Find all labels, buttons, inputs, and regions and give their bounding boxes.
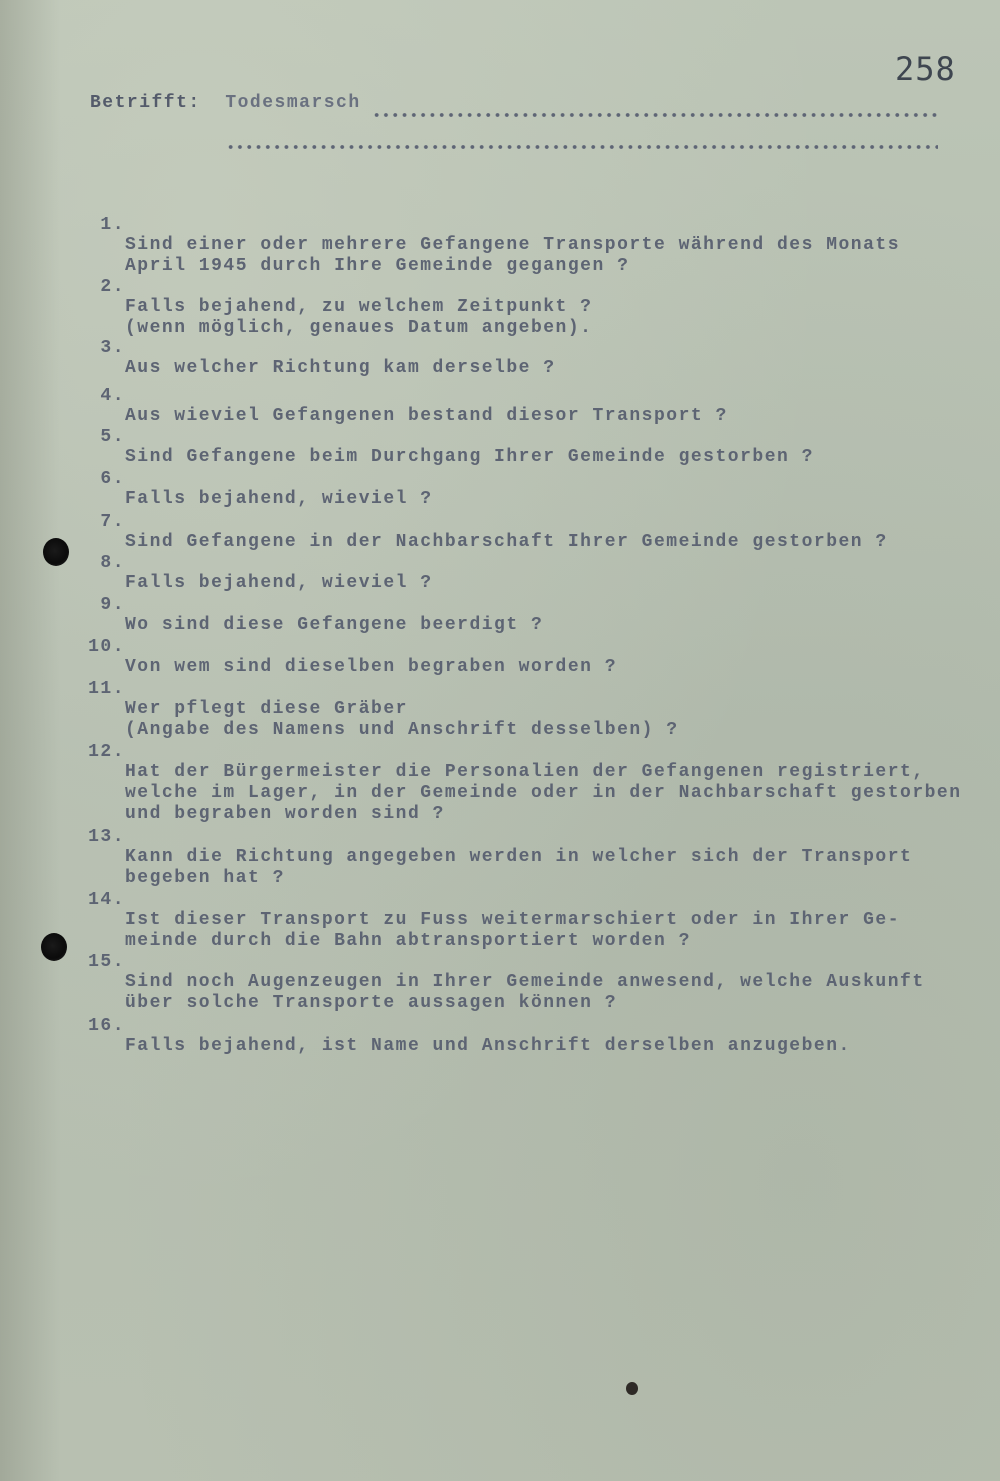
question-text: Ist dieser Transport zu Fuss weitermarschiert oder in Ihrer Ge- meinde durch die Bahn abtransportiert worden ?	[125, 910, 901, 951]
question-text: Sind Gefangene in der Nachbarschaft Ihrer Gemeinde gestorben ?	[125, 532, 888, 552]
question-16	[75, 996, 975, 1076]
question-text: Wer pflegt diese Gräber (Angabe des Namens und Anschrift desselben) ?	[125, 699, 679, 740]
page-number: 258	[895, 50, 956, 88]
subject-value: Todesmarsch	[225, 93, 361, 113]
question-text: Falls bejahend, wieviel ?	[125, 573, 433, 593]
punch-hole-bottom	[41, 933, 67, 961]
question-text: Aus welcher Richtung kam derselbe ?	[125, 358, 556, 378]
question-number: 5.	[100, 427, 125, 447]
question-number: 10.	[88, 637, 125, 657]
question-number: 14.	[88, 890, 125, 910]
subject-dotted-line-2	[226, 144, 938, 150]
question-number: 8.	[100, 553, 125, 573]
subject-line	[90, 93, 361, 113]
question-number: 16.	[88, 1016, 125, 1036]
ink-speck	[626, 1382, 638, 1395]
question-text: Falls bejahend, zu welchem Zeitpunkt ? (wenn möglich, genaues Datum angeben).	[125, 297, 593, 338]
question-text: Falls bejahend, ist Name und Anschrift derselben anzugeben.	[125, 1036, 851, 1056]
question-text: Hat der Bürgermeister die Personalien der Gefangenen registriert, welche im Lager, in der Gemeinde oder in der Nachbarschaft gestorben und begraben worden sind ?	[125, 762, 962, 824]
question-number: 11.	[88, 679, 125, 699]
subject-dotted-line	[372, 112, 938, 118]
question-number: 3.	[100, 338, 125, 358]
page-edge-shadow	[0, 0, 60, 1481]
question-text: Wo sind diese Gefangene beerdigt ?	[125, 615, 544, 635]
question-text: Aus wieviel Gefangenen bestand diesor Transport ?	[125, 406, 728, 426]
punch-hole-top	[43, 538, 69, 566]
question-number: 6.	[100, 469, 125, 489]
question-number: 7.	[100, 512, 125, 532]
question-number: 12.	[88, 742, 125, 762]
question-text: Sind einer oder mehrere Gefangene Transporte während des Monats April 1945 durch Ihre Gemeinde gegangen ?	[125, 235, 901, 276]
question-number: 4.	[100, 386, 125, 406]
question-text: Sind noch Augenzeugen in Ihrer Gemeinde anwesend, welche Auskunft über solche Transporte aussagen können ?	[125, 972, 925, 1013]
question-text: Von wem sind dieselben begraben worden ?	[125, 657, 618, 677]
question-text: Sind Gefangene beim Durchgang Ihrer Gemeinde gestorben ?	[125, 447, 814, 467]
question-12	[75, 722, 975, 824]
question-text: Kann die Richtung angegeben werden in welcher sich der Transport begeben hat ?	[125, 847, 913, 888]
question-number: 1.	[100, 215, 125, 235]
question-number: 15.	[88, 952, 125, 972]
question-number: 9.	[100, 595, 125, 615]
subject-label: Betrifft:	[90, 93, 201, 113]
question-text: Falls bejahend, wieviel ?	[125, 489, 433, 509]
question-number: 2.	[100, 277, 125, 297]
question-number: 13.	[88, 827, 125, 847]
